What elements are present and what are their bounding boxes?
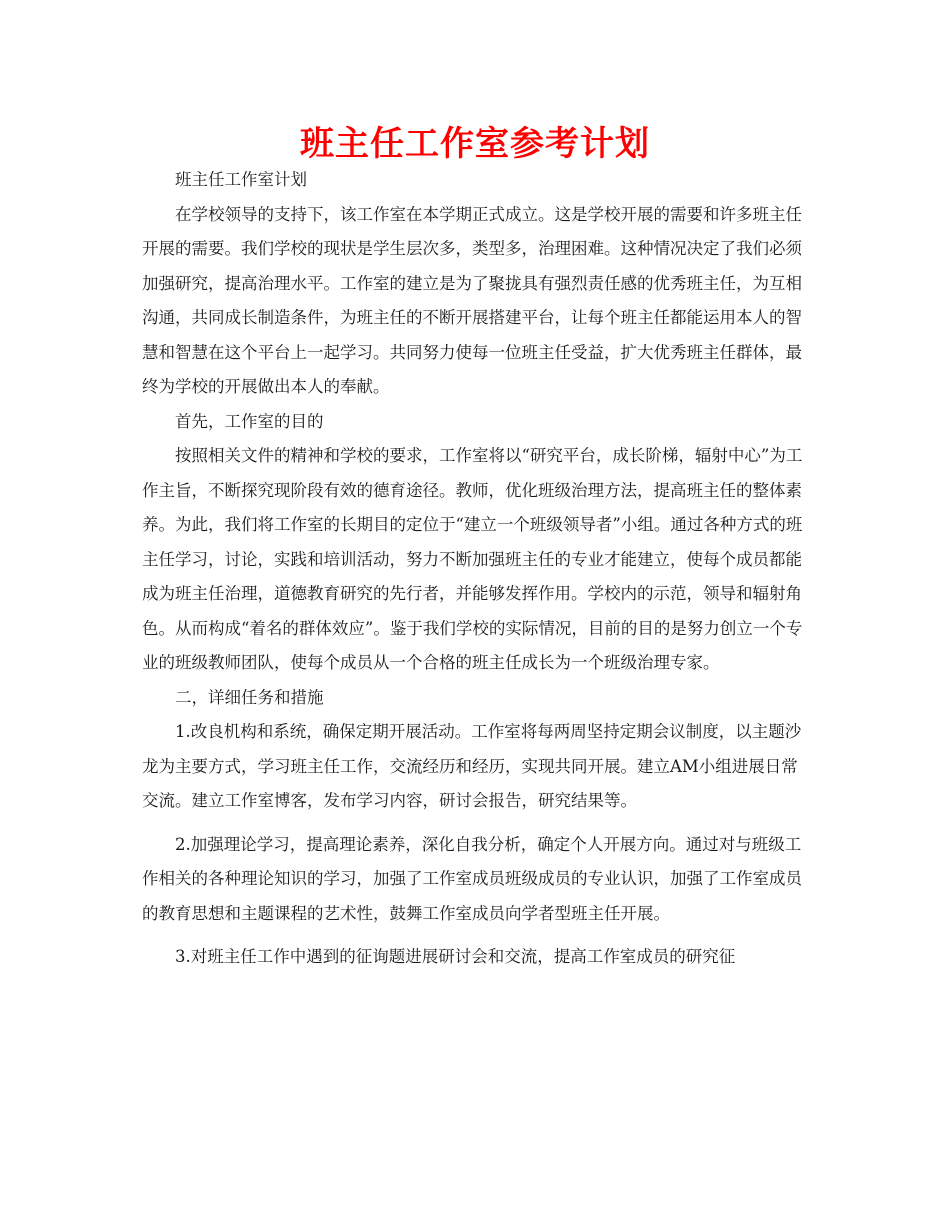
paragraph-heading-purpose: 首先，工作室的目的: [175, 411, 324, 431]
document-title: 班主任工作室参考计划: [300, 124, 650, 164]
paragraph-heading-tasks: 二，详细任务和措施: [175, 687, 324, 707]
paragraph-purpose: 按照相关文件的精神和学校的要求，工作室将以“研究平台，成长阶梯，辐射中心”为工作主旨，不断探究现阶段有效的德育途径。教师，优化班级治理方法，提高班主任的整体素养。为此，我们将工作室的长期目的定位于“建立一个班级领导者”小组。通过各种方式的班主任学习，讨论，实践和培训活动，努力不断加强班主任的专业才能建立，使每个成员都能成为班主任治理，道德教育研究的先行者，并能够发挥作用。学校内的示范，领导和辐射角色。从而构成“着名的群体效应”。鉴于我们学校的实际情况，目前的目的是努力创立一个专业的班级教师团队，使每个成员从一个合格的班主任成长为一个班级治理专家。: [142, 446, 803, 672]
paragraph-subtitle: 班主任工作室计划: [175, 170, 307, 189]
paragraph-task-3: 3.对班主任工作中遇到的征询题进展研讨会和交流，提高工作室成员的研究征: [175, 947, 736, 966]
paragraph-task-1: 1.改良机构和系统，确保定期开展活动。工作室将每两周坚持定期会议制度，以主题沙龙为主要方式，学习班主任工作，交流经历和经历，实现共同开展。建立AM小组进展日常交流。建立工作室博客，发布学习内容，研讨会报告，研究结果等。: [142, 722, 802, 810]
document-body: [142, 163, 814, 975]
paragraph-task-2: 2.加强理论学习，提高理论素养，深化自我分析，确定个人开展方向。通过对与班级工作相关的各种理论知识的学习，加强了工作室成员班级成员的专业认识，加强了工作室成员的教育思想和主题课程的艺术性，鼓舞工作室成员向学者型班主任开展。: [142, 834, 802, 923]
paragraph-intro: 在学校领导的支持下，该工作室在本学期正式成立。这是学校开展的需要和许多班主任开展的需要。我们学校的现状是学生层次多，类型多，治理困难。这种情况决定了我们必须加强研究，提高治理水平。工作室的建立是为了聚拢具有强烈责任感的优秀班主任，为互相沟通，共同成长制造条件，为班主任的不断开展搭建平台，让每个班主任都能运用本人的智慧和智慧在这个平台上一起学习。共同努力使每一位班主任受益，扩大优秀班主任群体，最终为学校的开展做出本人的奉献。: [142, 204, 802, 396]
